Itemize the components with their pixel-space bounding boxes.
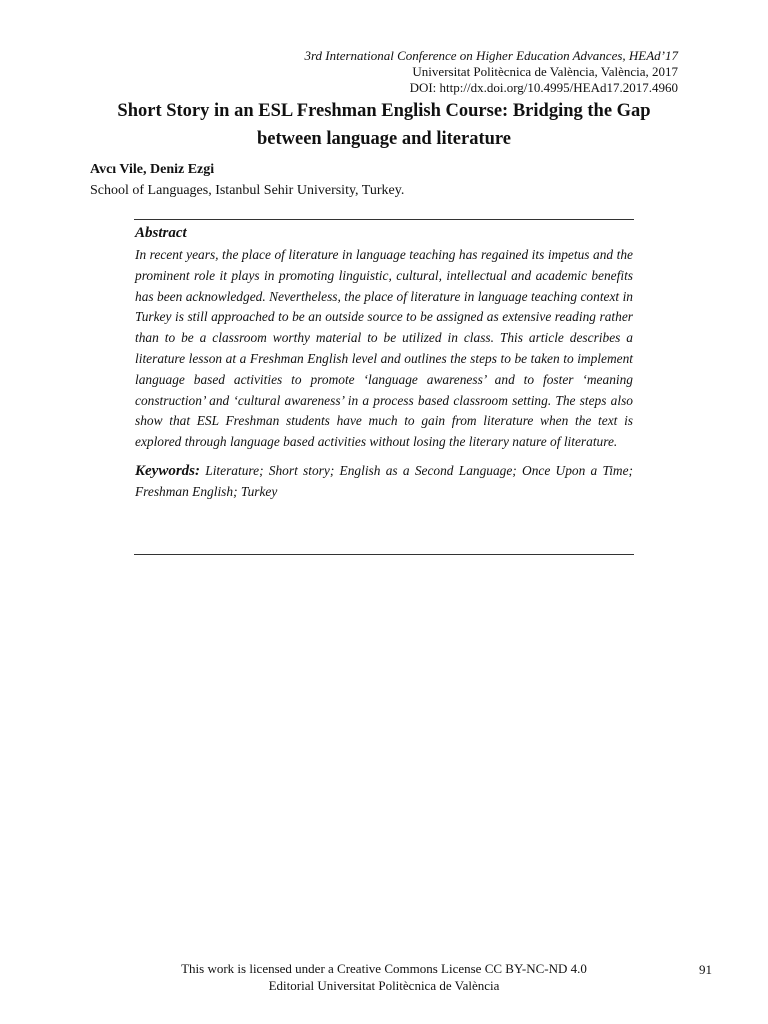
authors: Avcı Vile, Deniz Ezgi (90, 162, 215, 177)
affiliation: School of Languages, Istanbul Sehir University, Turkey. (90, 183, 405, 198)
abstract-text: In recent years, the place of literature in language teaching has regained its impetus and the prominent role it plays in promoting linguistic, cultural, intellectual and academic benefits has been acknowledged. Nevertheless, the place of literature in language teaching context in Turkey is still approached to be an outside source to be assigned as extensive reading rather than to be a classroom worthy material to be utilized in class. This article describes a literature lesson at a Freshman English level and outlines the steps to be taken to implement language based activities to promote ‘language awareness’ and to foster ‘meaning construction’ and ‘cultural awareness’ in a process based classroom setting. The steps also show that ESL Freshman students have much to gain from literature when the text is explored through language based activities without losing the literary nature of literature. (135, 247, 633, 450)
keywords (135, 461, 633, 503)
abstract-box (134, 219, 634, 555)
keywords-list: Literature; Short story; English as a Second Language; Once Upon a Time; Freshman English; Turkey (135, 462, 633, 499)
paper-title: Short Story in an ESL Freshman English Course: Bridging the Gap between language and literature (117, 101, 651, 149)
doi: DOI: http://dx.doi.org/10.4995/HEAd17.2017.4960 (409, 80, 678, 95)
footer-publisher: Editorial Universitat Politècnica de València (268, 978, 500, 993)
publisher-line: Universitat Politècnica de València, València, 2017 (412, 64, 678, 79)
running-header (304, 48, 678, 96)
page-number: 91 (699, 962, 712, 977)
conference-name: 3rd International Conference on Higher Education Advances, HEAd’17 (304, 48, 678, 63)
keywords-label: Keywords: (135, 462, 200, 479)
footer (90, 960, 678, 994)
license-text: This work is licensed under a Creative Commons License CC BY-NC-ND 4.0 (181, 961, 587, 976)
abstract-heading: Abstract (135, 225, 187, 241)
